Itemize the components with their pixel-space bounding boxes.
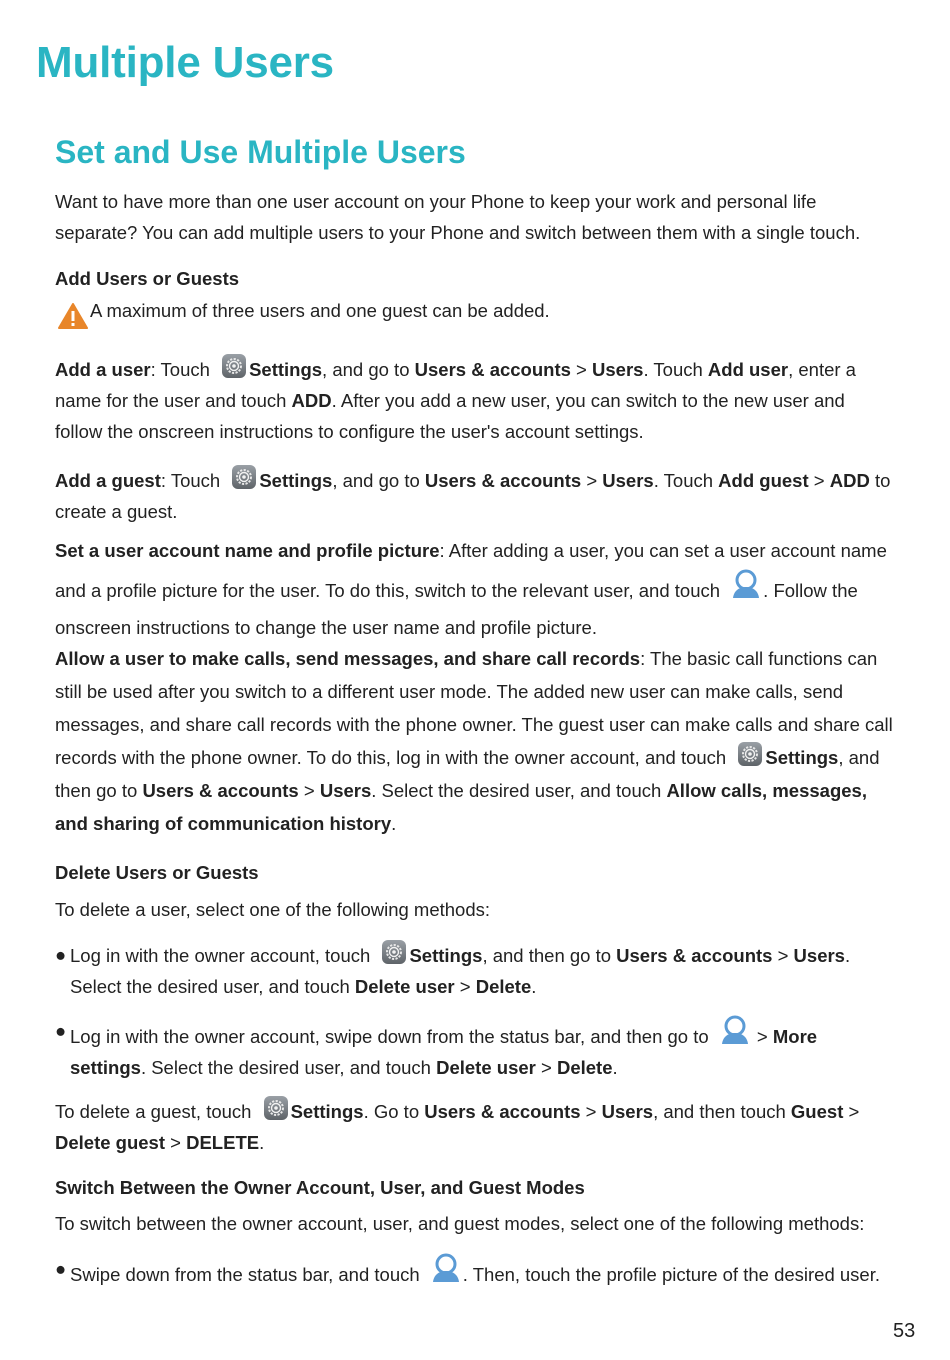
add-option: ADD — [291, 390, 332, 411]
settings-gear-icon — [737, 741, 763, 767]
delete-bullet-1 — [70, 939, 895, 1002]
text: , enter a name for the user and touch — [55, 359, 856, 411]
switch-heading: Switch Between the Owner Account, User, and Guest Modes — [55, 1177, 585, 1198]
allow-label: Allow a user to make calls, send messages, and share call records — [55, 648, 641, 669]
warning-text: A maximum of three users and one guest can be added. — [90, 300, 550, 321]
users-accounts-label: Users & accounts — [424, 470, 582, 491]
users-label: Users — [319, 780, 372, 801]
text: , and then go to — [55, 747, 880, 801]
add-guest-label: Add a guest — [55, 470, 161, 491]
bullet: ● — [55, 1258, 67, 1279]
add-user-paragraph — [55, 353, 895, 447]
text: To delete a guest, touch — [55, 1101, 257, 1122]
warning-icon — [58, 302, 88, 330]
add-heading: Add Users or Guests — [55, 268, 240, 289]
bullet: ● — [55, 1020, 67, 1041]
separator: > — [843, 1101, 860, 1122]
text: . Select the desired user, and touch — [371, 780, 667, 801]
allow-paragraph — [55, 642, 895, 840]
add-user-label: Add a user — [55, 359, 151, 380]
settings-label: Settings — [249, 359, 323, 380]
delete-user-option: Delete user — [354, 976, 455, 997]
add-user-option: Add user — [707, 359, 789, 380]
users-accounts-label: Users & accounts — [142, 780, 299, 801]
text: , and then touch — [653, 1101, 791, 1122]
text: Log in with the owner account, touch — [70, 945, 376, 966]
text: , and then go to — [482, 945, 617, 966]
text: : Touch — [160, 470, 226, 491]
switch-bullet-1 — [70, 1253, 895, 1290]
text: . — [612, 1057, 618, 1078]
allow-option: Allow calls, messages, and sharing of communication history — [55, 780, 867, 834]
add-guest-option: Add guest — [718, 470, 809, 491]
text: . — [259, 1132, 265, 1153]
separator: > — [454, 976, 476, 997]
delete-option: DELETE — [186, 1132, 260, 1153]
separator: > — [581, 470, 603, 491]
delete-heading: Delete Users or Guests — [55, 862, 259, 883]
list-item — [55, 1015, 895, 1083]
set-name-paragraph — [55, 532, 895, 646]
text: , and go to — [322, 359, 415, 380]
delete-guest-option: Delete guest — [55, 1132, 166, 1153]
users-accounts-label: Users & accounts — [414, 359, 571, 380]
users-accounts-label: Users & accounts — [616, 945, 773, 966]
separator: > — [580, 1101, 602, 1122]
text: Swipe down from the status bar, and touch — [70, 1264, 425, 1285]
settings-label: Settings — [259, 470, 333, 491]
text: . Select the desired user, and touch — [140, 1057, 437, 1078]
delete-option: Delete — [556, 1057, 613, 1078]
settings-label: Settings — [409, 945, 483, 966]
delete-guest-paragraph — [55, 1095, 895, 1158]
text: . Follow the onscreen instructions to change the user name and profile picture. — [55, 580, 858, 638]
users-accounts-label: Users & accounts — [424, 1101, 581, 1122]
section-title: Set and Use Multiple Users — [55, 134, 466, 170]
text: . — [531, 976, 537, 997]
separator: > — [165, 1132, 187, 1153]
text: to create a guest. — [55, 470, 891, 522]
settings-gear-icon — [263, 1095, 289, 1121]
text: . After you add a new user, you can switch to the new user and follow the onscreen instructions to configure the user's account settings. — [55, 390, 845, 442]
list-item — [55, 1253, 895, 1290]
guest-option: Guest — [790, 1101, 844, 1122]
text: . Go to — [363, 1101, 425, 1122]
more-settings-label: More settings — [70, 1026, 818, 1078]
text: . Touch — [643, 359, 708, 380]
text: . Then, touch the profile picture of the desired user. — [462, 1264, 880, 1285]
text: : The basic call functions can still be used after you switch to a different user mode. The added new user can make calls, send messages, and share call records with the phone owner. The guest user can make calls and share call records with the phone owner. To do this, log in with the owner account, and touch — [55, 648, 893, 768]
page-title: Multiple Users — [36, 38, 334, 87]
settings-label: Settings — [290, 1101, 364, 1122]
bullet: ● — [55, 944, 67, 965]
users-label: Users — [602, 470, 654, 491]
intro-paragraph: Want to have more than one user account on your Phone to keep your work and personal life separate? You can add multiple users to your Phone and switch between them with a single touch. — [55, 191, 861, 243]
text: . — [391, 813, 397, 834]
set-name-label: Set a user account name and profile picture — [55, 540, 440, 561]
separator: > — [772, 945, 794, 966]
delete-bullet-2 — [70, 1015, 895, 1083]
text: : After adding a user, you can set a user account name and a profile picture for the user. To do this, switch to the relevant user, and touch — [55, 540, 887, 601]
user-avatar-icon — [720, 1015, 750, 1045]
separator: > — [570, 359, 593, 380]
settings-gear-icon — [231, 464, 257, 490]
add-option: ADD — [829, 470, 870, 491]
settings-gear-icon — [381, 939, 407, 965]
separator: > — [535, 1057, 557, 1078]
text: Log in with the owner account, swipe down from the status bar, and then go to — [70, 1026, 714, 1047]
users-label: Users — [793, 945, 845, 966]
text: : Touch — [150, 359, 216, 380]
users-label: Users — [601, 1101, 654, 1122]
text: . Touch — [653, 470, 719, 491]
users-label: Users — [592, 359, 644, 380]
user-avatar-icon — [431, 1253, 461, 1283]
text: , and go to — [332, 470, 425, 491]
page-number: 53 — [893, 1320, 916, 1342]
text: . Select the desired user, and touch — [70, 945, 851, 997]
delete-option: Delete — [475, 976, 532, 997]
delete-intro: To delete a user, select one of the following methods: — [55, 899, 491, 920]
separator: > — [751, 1026, 773, 1047]
switch-intro: To switch between the owner account, user, and guest modes, select one of the following methods: — [55, 1213, 865, 1234]
list-item — [55, 939, 895, 1002]
delete-user-option: Delete user — [436, 1057, 536, 1078]
settings-gear-icon — [221, 353, 247, 379]
settings-label: Settings — [765, 747, 839, 768]
user-avatar-icon — [731, 569, 761, 599]
separator: > — [298, 780, 320, 801]
add-guest-paragraph — [55, 464, 895, 527]
separator: > — [808, 470, 830, 491]
